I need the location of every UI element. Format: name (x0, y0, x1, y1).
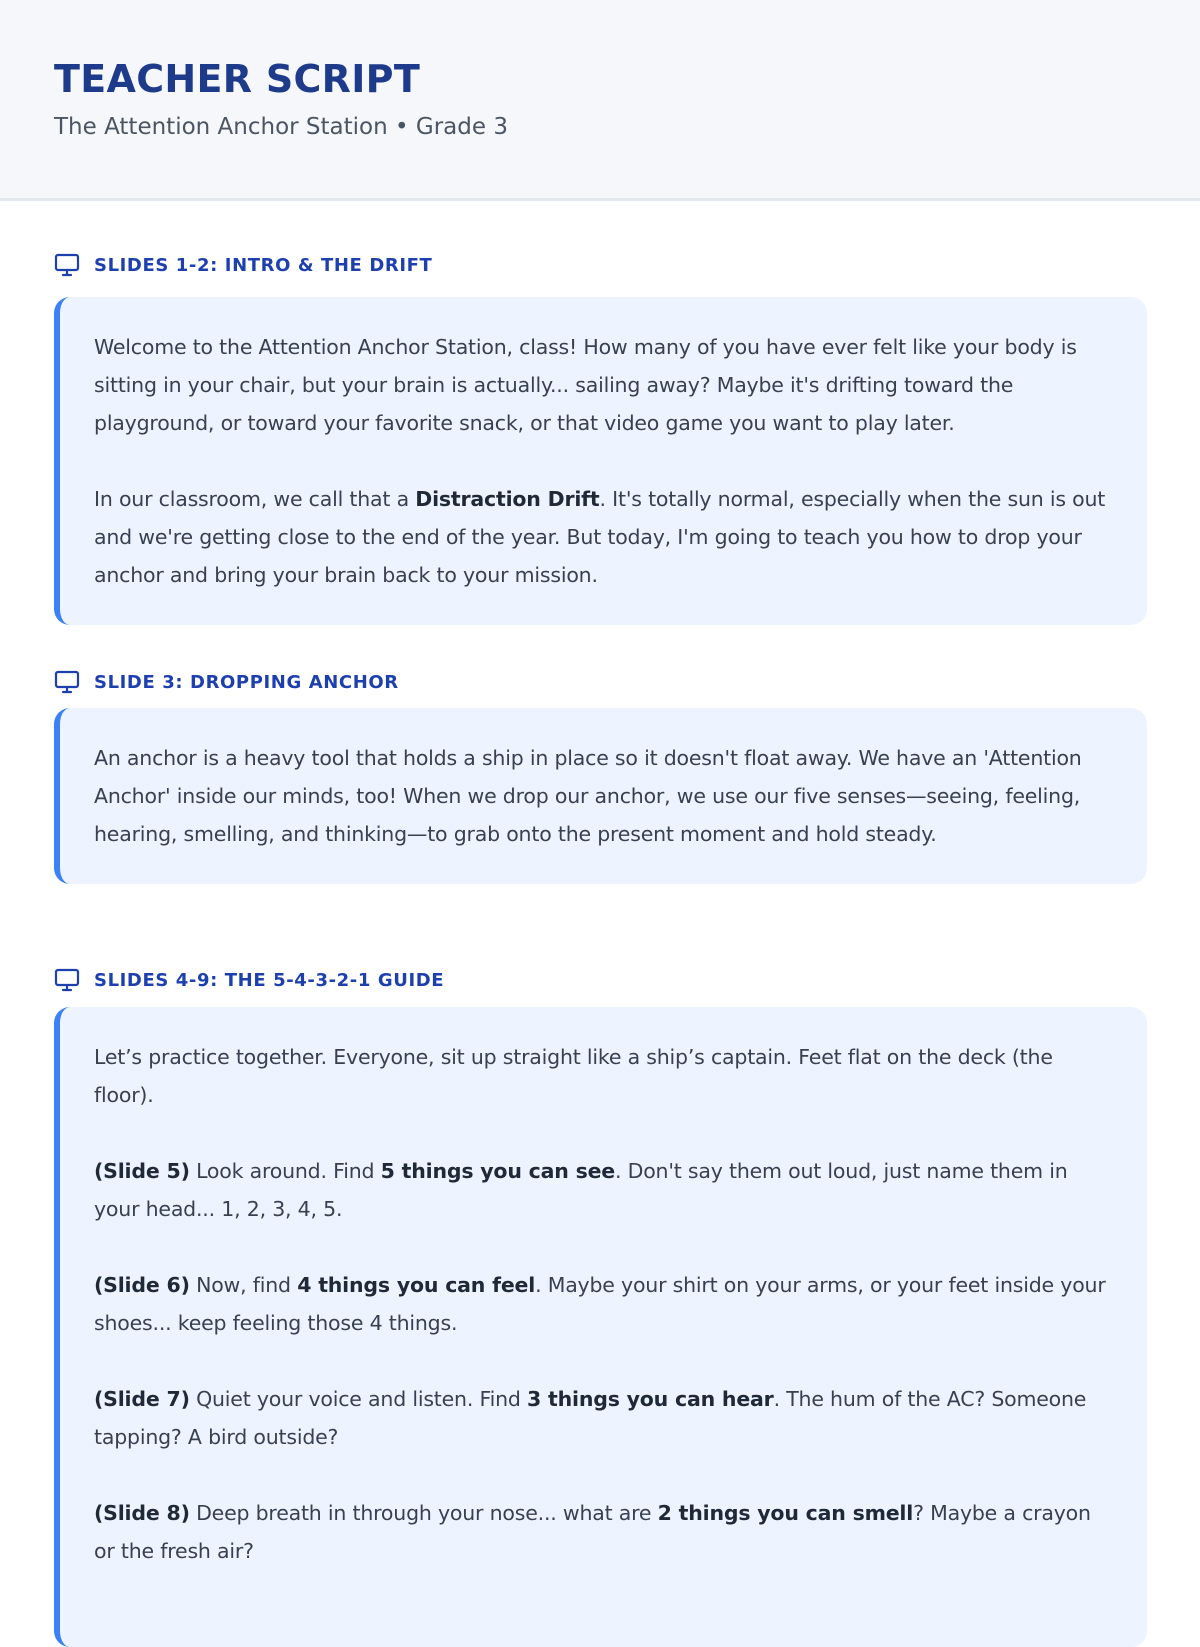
presentation-icon (54, 669, 80, 695)
section-label-guide (54, 967, 444, 993)
script-box-guide (54, 1007, 1147, 1647)
presentation-icon (54, 967, 80, 993)
sense-count: 4 things you can feel (297, 1273, 536, 1297)
slide-tag: (Slide 7) (94, 1387, 190, 1411)
section-title: SLIDES 4-9: THE 5-4-3-2-1 GUIDE (94, 969, 445, 991)
script-paragraph: Welcome to the Attention Anchor Station, class! How many of you have ever felt like your body is sitting in your chair, but your brain is actually... sailing away? Maybe it's drifting toward the playground, or toward your favorite snack, or that video game you want to play later. (94, 335, 1077, 435)
section-label-anchor (54, 669, 399, 695)
page-subtitle: The Attention Anchor Station • Grade 3 (54, 114, 508, 140)
script-paragraph-slide-5: (Slide 5) Look around. Find 5 things you can see. Don't say them out loud, just name them in your head... 1, 2, 3, 4, 5. (94, 1159, 1068, 1221)
key-term: Distraction Drift (415, 487, 600, 511)
script-paragraph: An anchor is a heavy tool that holds a ship in place so it doesn't float away. We have an 'Attention Anchor' inside our minds, too! When we drop our anchor, we use our five senses—seeing, feeling, hearing, smelling, and thinking—to grab onto the present moment and hold steady. (94, 746, 1082, 846)
script-paragraph-slide-7: (Slide 7) Quiet your voice and listen. Find 3 things you can hear. The hum of the AC? Someone tapping? A bird outside? (94, 1387, 1087, 1449)
script-paragraph: Let’s practice together. Everyone, sit up straight like a ship’s captain. Feet flat on the deck (the floor). (94, 1045, 1053, 1107)
script-header (0, 0, 1200, 201)
sense-count: 5 things you can see (380, 1159, 615, 1183)
slide-tag: (Slide 6) (94, 1273, 190, 1297)
page-title: TEACHER SCRIPT (54, 57, 421, 101)
script-paragraph-slide-8: (Slide 8) Deep breath in through your nose... what are 2 things you can smell? Maybe a crayon or the fresh air? (94, 1501, 1091, 1563)
presentation-icon (54, 252, 80, 278)
script-box-anchor (54, 708, 1147, 884)
sense-count: 3 things you can hear (527, 1387, 774, 1411)
script-paragraph: In our classroom, we call that a Distraction Drift. It's totally normal, especially when the sun is out and we're getting close to the end of the year. But today, I'm going to teach you how to drop your anchor and bring your brain back to your mission. (94, 487, 1106, 587)
slide-tag: (Slide 8) (94, 1501, 190, 1525)
section-label-intro (54, 252, 432, 278)
script-paragraph-slide-6: (Slide 6) Now, find 4 things you can feel. Maybe your shirt on your arms, or your feet inside your shoes... keep feeling those 4 things. (94, 1273, 1106, 1335)
section-title: SLIDES 1-2: INTRO & THE DRIFT (94, 254, 433, 276)
slide-tag: (Slide 5) (94, 1159, 190, 1183)
sense-count: 2 things you can smell (657, 1501, 914, 1525)
script-box-intro (54, 297, 1147, 625)
section-title: SLIDE 3: DROPPING ANCHOR (94, 671, 399, 693)
